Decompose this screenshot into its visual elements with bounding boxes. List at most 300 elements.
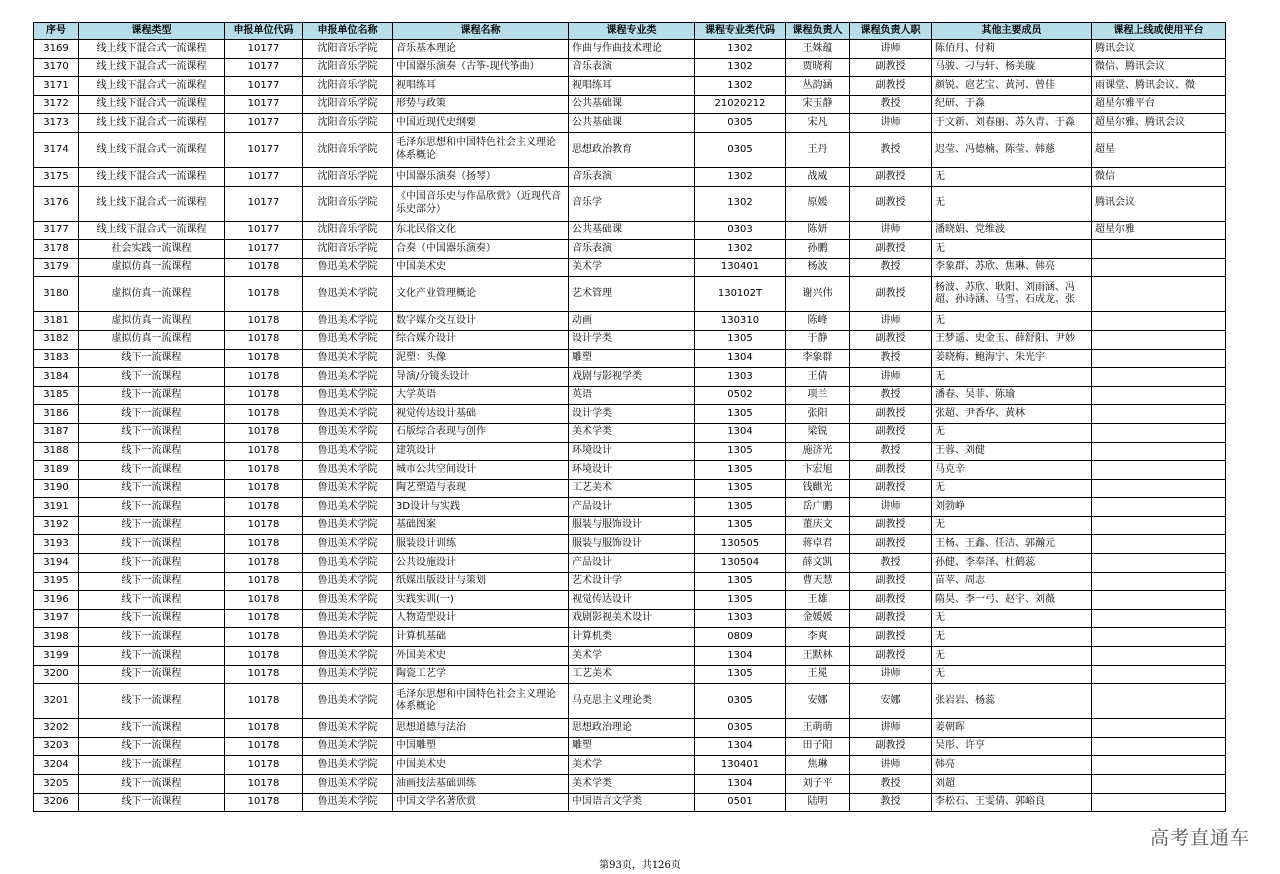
table-row: [34, 258, 1226, 277]
table-cell: 潘春、吴菲、陈瑜: [932, 386, 1092, 405]
table-cell: [1092, 349, 1226, 368]
table-cell: 服装与服饰设计: [569, 516, 695, 535]
table-cell: 综合媒介设计: [393, 330, 569, 349]
table-cell: 微信、腾讯会议: [1092, 58, 1226, 77]
table-cell: 曹天慧: [786, 572, 850, 591]
table-cell: 线下一流课程: [79, 775, 225, 794]
table-cell: 沈阳音乐学院: [303, 186, 393, 221]
table-cell: 副教授: [850, 277, 932, 312]
table-cell: 鲁迅美术学院: [303, 554, 393, 573]
table-cell: 3171: [34, 77, 79, 96]
table-cell: 社会实践一流课程: [79, 240, 225, 259]
table-cell: 无: [932, 516, 1092, 535]
table-cell: 3206: [34, 793, 79, 812]
table-cell: 1303: [695, 609, 786, 628]
watermark: 高考直通车: [1149, 827, 1250, 849]
table-cell: 10177: [225, 114, 303, 133]
table-cell: 副教授: [850, 186, 932, 221]
table-cell: 1302: [695, 40, 786, 59]
table-cell: 无: [932, 628, 1092, 647]
header-cell: 课程负责人: [786, 23, 850, 40]
table-cell: 线下一流课程: [79, 554, 225, 573]
header-cell: 其他主要成员: [932, 23, 1092, 40]
table-cell: 美术学: [569, 756, 695, 775]
table-cell: 原媛: [786, 186, 850, 221]
table-cell: 作曲与作曲技术理论: [569, 40, 695, 59]
table-cell: 基础图案: [393, 516, 569, 535]
table-row: [34, 277, 1226, 312]
table-cell: 张阳: [786, 405, 850, 424]
table-cell: 公共基础课: [569, 221, 695, 240]
table-cell: 1304: [695, 423, 786, 442]
table-cell: 线上线下混合式一流课程: [79, 132, 225, 167]
table-cell: 鲁迅美术学院: [303, 572, 393, 591]
table-cell: 王丹: [786, 132, 850, 167]
table-cell: [1092, 737, 1226, 756]
header-cell: 课程专业类: [569, 23, 695, 40]
table-cell: 东北民俗文化: [393, 221, 569, 240]
table-cell: 鲁迅美术学院: [303, 516, 393, 535]
table-cell: 10178: [225, 479, 303, 498]
table-cell: 3173: [34, 114, 79, 133]
table-cell: [1092, 572, 1226, 591]
table-cell: 施济光: [786, 442, 850, 461]
table-cell: 安娜: [850, 684, 932, 719]
table-cell: 10178: [225, 423, 303, 442]
table-cell: 陶艺塑造与表现: [393, 479, 569, 498]
table-cell: 数字媒介交互设计: [393, 312, 569, 331]
table-cell: [1092, 498, 1226, 517]
table-cell: 超星: [1092, 132, 1226, 167]
table-cell: 线下一流课程: [79, 609, 225, 628]
table-cell: 沈阳音乐学院: [303, 114, 393, 133]
table-cell: 马骏、刁与轩、杨美璇: [932, 58, 1092, 77]
table-cell: 10178: [225, 277, 303, 312]
table-cell: 隋昊、李一弓、赵宇、刘薇: [932, 591, 1092, 610]
table-row: [34, 58, 1226, 77]
table-cell: 10178: [225, 628, 303, 647]
table-cell: 10178: [225, 349, 303, 368]
table-cell: 人物造型设计: [393, 609, 569, 628]
table-row: [34, 684, 1226, 719]
table-cell: 音乐表演: [569, 240, 695, 259]
table-cell: 0305: [695, 719, 786, 738]
table-cell: 鲁迅美术学院: [303, 368, 393, 387]
table-cell: 鲁迅美术学院: [303, 535, 393, 554]
table-cell: 视觉传达设计: [569, 591, 695, 610]
table-cell: 战威: [786, 167, 850, 186]
table-cell: 线下一流课程: [79, 684, 225, 719]
table-cell: 《中国音乐史与作品欣赏》（近现代音乐史部分）: [393, 186, 569, 221]
table-cell: [1092, 479, 1226, 498]
table-cell: 沈阳音乐学院: [303, 221, 393, 240]
table-cell: 超星尔雅、腾讯会议: [1092, 114, 1226, 133]
table-cell: 董庆文: [786, 516, 850, 535]
table-cell: 副教授: [850, 516, 932, 535]
table-cell: 杨波、苏欣、耿阳、刘雨涵、冯超、孙诗涵、马雪、石成龙、张: [932, 277, 1092, 312]
table-cell: 教授: [850, 793, 932, 812]
table-cell: 视唱练耳: [393, 77, 569, 96]
table-cell: 3194: [34, 554, 79, 573]
table-cell: 1302: [695, 186, 786, 221]
table-cell: 线下一流课程: [79, 665, 225, 684]
table-cell: 杨波: [786, 258, 850, 277]
table-cell: 腾讯会议: [1092, 186, 1226, 221]
table-cell: 潘晓娟、党维波: [932, 221, 1092, 240]
table-cell: 讲师: [850, 40, 932, 59]
table-cell: 于文新、刘春丽、苏久青、于淼: [932, 114, 1092, 133]
table-cell: 3180: [34, 277, 79, 312]
table-cell: 10177: [225, 58, 303, 77]
table-cell: 副教授: [850, 423, 932, 442]
table-row: [34, 368, 1226, 387]
table-cell: 3192: [34, 516, 79, 535]
table-cell: 3198: [34, 628, 79, 647]
table-cell: 雕塑: [569, 737, 695, 756]
table-cell: 10177: [225, 95, 303, 114]
table-cell: 130102T: [695, 277, 786, 312]
header-cell: 课程专业类代码: [695, 23, 786, 40]
table-cell: 宋玉静: [786, 95, 850, 114]
table-cell: 副教授: [850, 479, 932, 498]
table-cell: 1304: [695, 349, 786, 368]
table-cell: 10178: [225, 737, 303, 756]
table-cell: 线上线下混合式一流课程: [79, 114, 225, 133]
table-cell: 10178: [225, 647, 303, 666]
table-body: [34, 40, 1226, 812]
table-cell: 梁锐: [786, 423, 850, 442]
table-cell: 教授: [850, 554, 932, 573]
table-cell: 3189: [34, 461, 79, 480]
table-cell: 3199: [34, 647, 79, 666]
table-cell: 1305: [695, 591, 786, 610]
table-cell: 3175: [34, 167, 79, 186]
table-cell: 教授: [850, 349, 932, 368]
table-cell: 服装与服饰设计: [569, 535, 695, 554]
table-cell: 思想政治教育: [569, 132, 695, 167]
table-row: [34, 167, 1226, 186]
table-cell: 腾讯会议: [1092, 40, 1226, 59]
table-cell: 王冕: [786, 665, 850, 684]
table-row: [34, 77, 1226, 96]
table-cell: 1304: [695, 647, 786, 666]
table-cell: 思想道德与法治: [393, 719, 569, 738]
table-cell: 10178: [225, 684, 303, 719]
table-cell: 讲师: [850, 665, 932, 684]
table-cell: 毛泽东思想和中国特色社会主义理论体系概论: [393, 132, 569, 167]
table-cell: 鲁迅美术学院: [303, 609, 393, 628]
table-row: [34, 114, 1226, 133]
table-cell: 李松石、王雯倩、郭峪良: [932, 793, 1092, 812]
header-cell: 课程负责人职: [850, 23, 932, 40]
table-cell: 3179: [34, 258, 79, 277]
table-cell: 3204: [34, 756, 79, 775]
table-cell: 线下一流课程: [79, 591, 225, 610]
table-cell: 3205: [34, 775, 79, 794]
table-cell: 1305: [695, 665, 786, 684]
table-row: [34, 591, 1226, 610]
table-cell: 3186: [34, 405, 79, 424]
table-cell: 线下一流课程: [79, 479, 225, 498]
table-cell: 3182: [34, 330, 79, 349]
table-cell: 公共基础课: [569, 95, 695, 114]
table-cell: 10178: [225, 756, 303, 775]
table-cell: 安娜: [786, 684, 850, 719]
table-cell: 王梦遥、史金玉、薛舒阳、尹妙: [932, 330, 1092, 349]
table-cell: 1305: [695, 442, 786, 461]
table-row: [34, 330, 1226, 349]
table-row: [34, 498, 1226, 517]
table-cell: 于静: [786, 330, 850, 349]
table-cell: 线下一流课程: [79, 756, 225, 775]
table-cell: 10178: [225, 535, 303, 554]
table-cell: 音乐表演: [569, 167, 695, 186]
table-cell: 陈妍: [786, 221, 850, 240]
table-cell: 教授: [850, 442, 932, 461]
table-cell: 李象群、苏欣、焦琳、韩亮: [932, 258, 1092, 277]
table-cell: 无: [932, 312, 1092, 331]
table-cell: 0809: [695, 628, 786, 647]
table-cell: 1305: [695, 330, 786, 349]
table-cell: 鲁迅美术学院: [303, 498, 393, 517]
table-cell: 思想政治理论: [569, 719, 695, 738]
table-cell: 王杨、王鑫、任洁、郭瀚元: [932, 535, 1092, 554]
table-cell: 线上线下混合式一流课程: [79, 77, 225, 96]
table-cell: [1092, 628, 1226, 647]
table-cell: 李象群: [786, 349, 850, 368]
table-cell: 线上线下混合式一流课程: [79, 40, 225, 59]
table-cell: 音乐表演: [569, 58, 695, 77]
table-cell: 陆明: [786, 793, 850, 812]
table-row: [34, 95, 1226, 114]
table-cell: 线上线下混合式一流课程: [79, 221, 225, 240]
table-cell: 音乐基本理论: [393, 40, 569, 59]
table-cell: 10178: [225, 368, 303, 387]
table-cell: 副教授: [850, 737, 932, 756]
table-cell: 鲁迅美术学院: [303, 405, 393, 424]
table-cell: 副教授: [850, 240, 932, 259]
table-cell: 副教授: [850, 609, 932, 628]
table-row: [34, 756, 1226, 775]
table-cell: 产品设计: [569, 554, 695, 573]
table-cell: 0502: [695, 386, 786, 405]
table-cell: 鲁迅美术学院: [303, 628, 393, 647]
table-cell: 线下一流课程: [79, 498, 225, 517]
table-cell: 王萌萌: [786, 719, 850, 738]
table-cell: 线下一流课程: [79, 793, 225, 812]
table-cell: 岳广鹏: [786, 498, 850, 517]
header-row: [34, 23, 1226, 40]
table-cell: 韩亮: [932, 756, 1092, 775]
table-cell: 10177: [225, 77, 303, 96]
table-cell: 吴彤、许亨: [932, 737, 1092, 756]
table-cell: 线下一流课程: [79, 349, 225, 368]
table-cell: 教授: [850, 258, 932, 277]
table-cell: 3197: [34, 609, 79, 628]
table-row: [34, 479, 1226, 498]
table-cell: 导演/分镜头设计: [393, 368, 569, 387]
table-cell: 130505: [695, 535, 786, 554]
table-cell: 10178: [225, 572, 303, 591]
table-cell: 戏剧与影视学类: [569, 368, 695, 387]
table-cell: 线下一流课程: [79, 647, 225, 666]
table-cell: 雨课堂、腾讯会议、微: [1092, 77, 1226, 96]
table-cell: 王倩: [786, 368, 850, 387]
table-cell: 形势与政策: [393, 95, 569, 114]
table-row: [34, 132, 1226, 167]
table-cell: 0501: [695, 793, 786, 812]
table-cell: 设计学类: [569, 330, 695, 349]
table-row: [34, 40, 1226, 59]
table-cell: 迟莹、冯德楠、陈莹、韩慈: [932, 132, 1092, 167]
table-cell: 3185: [34, 386, 79, 405]
table-cell: 沈阳音乐学院: [303, 95, 393, 114]
table-cell: 刘超: [932, 775, 1092, 794]
table-cell: 线下一流课程: [79, 572, 225, 591]
table-cell: 无: [932, 368, 1092, 387]
table-cell: 沈阳音乐学院: [303, 40, 393, 59]
table-cell: 鲁迅美术学院: [303, 591, 393, 610]
table-cell: 讲师: [850, 756, 932, 775]
table-cell: 线上线下混合式一流课程: [79, 95, 225, 114]
table-cell: 1305: [695, 516, 786, 535]
table-row: [34, 405, 1226, 424]
table-cell: 鲁迅美术学院: [303, 386, 393, 405]
table-cell: [1092, 442, 1226, 461]
table-row: [34, 221, 1226, 240]
table-cell: [1092, 405, 1226, 424]
table-cell: 10178: [225, 405, 303, 424]
table-cell: 建筑设计: [393, 442, 569, 461]
table-cell: 颜锐、扈艺宝、黄河、曾佳: [932, 77, 1092, 96]
table-cell: 贾晓莉: [786, 58, 850, 77]
table-cell: 纸媒出版设计与策划: [393, 572, 569, 591]
table-cell: 雕塑: [569, 349, 695, 368]
table-row: [34, 461, 1226, 480]
table-cell: 10178: [225, 609, 303, 628]
table-cell: 微信: [1092, 167, 1226, 186]
table-cell: 1304: [695, 737, 786, 756]
table-cell: 教授: [850, 386, 932, 405]
table-cell: 鲁迅美术学院: [303, 258, 393, 277]
table-row: [34, 535, 1226, 554]
table-row: [34, 737, 1226, 756]
table-cell: 鲁迅美术学院: [303, 775, 393, 794]
table-cell: 3190: [34, 479, 79, 498]
table-cell: 10178: [225, 498, 303, 517]
table-cell: 副教授: [850, 58, 932, 77]
table-cell: 讲师: [850, 368, 932, 387]
table-cell: 10177: [225, 132, 303, 167]
table-cell: 10178: [225, 554, 303, 573]
table-cell: 中国美术史: [393, 258, 569, 277]
table-cell: 3170: [34, 58, 79, 77]
table-cell: 0305: [695, 684, 786, 719]
header-cell: 课程上线或使用平台: [1092, 23, 1226, 40]
table-row: [34, 775, 1226, 794]
table-cell: 3187: [34, 423, 79, 442]
table-cell: 纪研、于淼: [932, 95, 1092, 114]
table-cell: 10178: [225, 775, 303, 794]
header-cell: 课程类型: [79, 23, 225, 40]
table-cell: 戏剧影视美术设计: [569, 609, 695, 628]
table-cell: 沈阳音乐学院: [303, 132, 393, 167]
table-cell: 姜晓梅、鲍海宁、朱光宇: [932, 349, 1092, 368]
table-cell: 130401: [695, 756, 786, 775]
table-cell: 艺术管理: [569, 277, 695, 312]
table-cell: 130310: [695, 312, 786, 331]
table-row: [34, 386, 1226, 405]
table-cell: 副教授: [850, 405, 932, 424]
table-cell: 线下一流课程: [79, 535, 225, 554]
table-cell: 鲁迅美术学院: [303, 665, 393, 684]
table-cell: 3203: [34, 737, 79, 756]
table-cell: 陶瓷工艺学: [393, 665, 569, 684]
table-cell: 音乐学: [569, 186, 695, 221]
table-cell: 工艺美术: [569, 665, 695, 684]
table-cell: 10178: [225, 793, 303, 812]
table-row: [34, 609, 1226, 628]
table-cell: 讲师: [850, 114, 932, 133]
table-cell: [1092, 368, 1226, 387]
table-cell: 马克思主义理论类: [569, 684, 695, 719]
table-cell: 大学英语: [393, 386, 569, 405]
table-cell: 城市公共空间设计: [393, 461, 569, 480]
table-row: [34, 516, 1226, 535]
table-row: [34, 572, 1226, 591]
table-cell: 鲁迅美术学院: [303, 330, 393, 349]
table-cell: 无: [932, 240, 1092, 259]
table-cell: 10177: [225, 186, 303, 221]
table-cell: 刘勃峥: [932, 498, 1092, 517]
table-cell: 教授: [850, 132, 932, 167]
page-number: 第93页，共126页: [599, 860, 681, 871]
table-cell: [1092, 423, 1226, 442]
table-cell: 副教授: [850, 591, 932, 610]
table-cell: [1092, 591, 1226, 610]
header-cell: 课程名称: [393, 23, 569, 40]
table-cell: 姜朝晖: [932, 719, 1092, 738]
table-cell: [1092, 684, 1226, 719]
table-cell: 张岩岩、杨蕊: [932, 684, 1092, 719]
table-cell: 3200: [34, 665, 79, 684]
table-cell: 谢兴伟: [786, 277, 850, 312]
table-cell: 3196: [34, 591, 79, 610]
table-cell: 中国语言文学类: [569, 793, 695, 812]
table-cell: 无: [932, 167, 1092, 186]
header-cell: 申报单位名称: [303, 23, 393, 40]
table-cell: [1092, 609, 1226, 628]
table-cell: 3181: [34, 312, 79, 331]
table-cell: 焦琳: [786, 756, 850, 775]
table-cell: 宋凡: [786, 114, 850, 133]
table-cell: 中国美术史: [393, 756, 569, 775]
table-cell: 10178: [225, 516, 303, 535]
table-cell: 无: [932, 609, 1092, 628]
table-cell: 鲁迅美术学院: [303, 349, 393, 368]
table-cell: [1092, 330, 1226, 349]
table-cell: 美术学类: [569, 423, 695, 442]
table-row: [34, 349, 1226, 368]
table-cell: 线下一流课程: [79, 405, 225, 424]
table-cell: 视觉传达设计基础: [393, 405, 569, 424]
table-cell: 服装设计训练: [393, 535, 569, 554]
table-row: [34, 554, 1226, 573]
table-cell: 鲁迅美术学院: [303, 719, 393, 738]
table-cell: 副教授: [850, 535, 932, 554]
table-cell: 10178: [225, 665, 303, 684]
table-cell: [1092, 312, 1226, 331]
